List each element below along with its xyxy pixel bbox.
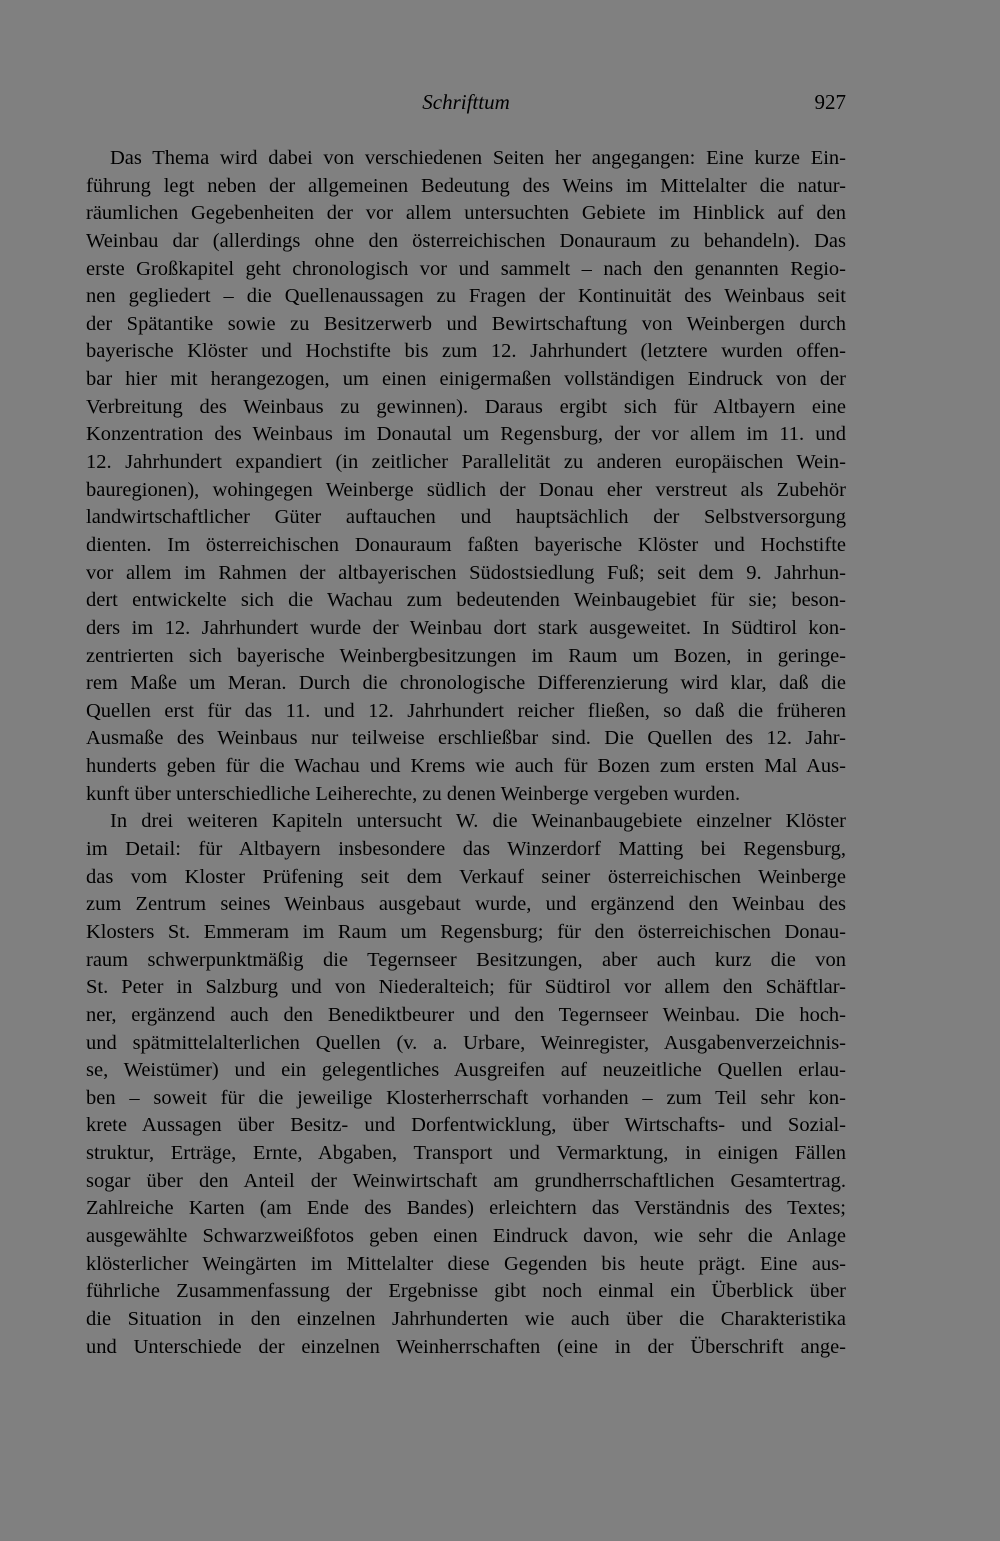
text-line: struktur, Erträge, Ernte, Abgaben, Transport und Vermarktung, in einigen Fällen — [86, 1142, 846, 1165]
text-line: kunft über unterschiedliche Leiherechte, zu denen Weinberge vergeben wurden. — [86, 782, 741, 805]
text-line: rem Maße um Meran. Durch die chronologische Differenzierung wird klar, daß die — [86, 672, 846, 695]
text-line: Zahlreiche Karten (am Ende des Bandes) erleichtern das Verständnis des Textes; — [86, 1197, 846, 1220]
text-line: und spätmittelalterlichen Quellen (v. a. Urbare, Weinregister, Ausgabenverzeichnis- — [86, 1031, 846, 1054]
text-line: die Situation in den einzelnen Jahrhunderten wie auch über die Charakteristika — [86, 1307, 846, 1330]
text-line: dienten. Im österreichischen Donauraum faßten bayerische Klöster und Hochstifte — [86, 533, 846, 556]
text-line: im Detail: für Altbayern insbesondere das Winzerdorf Matting bei Regensburg, — [86, 838, 846, 861]
paragraph — [86, 145, 846, 808]
text-line: nen gegliedert – die Quellenaussagen zu Fragen der Kontinuität des Weinbaus seit — [86, 285, 846, 308]
running-title: Schrifttum — [422, 90, 510, 114]
text-line: Ausmaße des Weinbaus nur teilweise erschließbar sind. Die Quellen des 12. Jahr- — [86, 727, 846, 750]
text-line: St. Peter in Salzburg und von Niederalteich; für Südtirol vor allem den Schäftlar- — [86, 976, 846, 999]
text-line: Verbreitung des Weinbaus zu gewinnen). Daraus ergibt sich für Altbayern eine — [86, 395, 846, 418]
text-line: bar hier mit herangezogen, um einen einigermaßen vollständigen Eindruck von der — [86, 368, 846, 391]
text-line: bayerische Klöster und Hochstifte bis zum 12. Jahrhundert (letztere wurden offen- — [86, 340, 846, 363]
text-line: und Unterschiede der einzelnen Weinherrschaften (eine in der Überschrift ange- — [86, 1335, 846, 1358]
text-line: landwirtschaftlicher Güter auftauchen und hauptsächlich der Selbstversorgung — [86, 506, 846, 529]
text-line: In drei weiteren Kapiteln untersucht W. die Weinanbaugebiete einzelner Klöster — [110, 810, 846, 833]
page-number: 927 — [814, 90, 846, 114]
text-line: bauregionen), wohingegen Weinberge südlich der Donau eher verstreut als Zubehör — [86, 478, 846, 501]
text-line: zum Zentrum seines Weinbaus ausgebaut wurde, und ergänzend den Weinbau des — [86, 893, 846, 916]
text-line: vor allem im Rahmen der altbayerischen Südostsiedlung Fuß; seit dem 9. Jahrhun- — [86, 561, 846, 584]
text-line: sogar über den Anteil der Weinwirtschaft am grundherrschaftlichen Gesamtertrag. — [86, 1169, 846, 1192]
text-line: führung legt neben der allgemeinen Bedeutung des Weins im Mittelalter die natur- — [86, 174, 846, 197]
running-header — [86, 88, 846, 116]
text-line: Weinbau dar (allerdings ohne den österreichischen Donauraum zu behandeln). Das — [86, 229, 846, 252]
text-line: ner, ergänzend auch den Benediktbeurer und den Tegernseer Weinbau. Die hoch- — [86, 1003, 846, 1026]
text-line: der Spätantike sowie zu Besitzerwerb und Bewirtschaftung von Weinbergen durch — [86, 312, 846, 335]
text-line: klösterlicher Weingärten im Mittelalter diese Gegenden bis heute prägt. Eine aus- — [86, 1252, 846, 1275]
text-line: Konzentration des Weinbaus im Donautal um Regensburg, der vor allem im 11. und — [86, 423, 846, 446]
text-line: das vom Kloster Prüfening seit dem Verkauf seiner österreichischen Weinberge — [86, 865, 846, 888]
text-line: raum schwerpunktmäßig die Tegernseer Besitzungen, aber auch kurz die von — [86, 948, 846, 971]
text-line: ders im 12. Jahrhundert wurde der Weinbau dort stark ausgeweitet. In Südtirol kon- — [86, 616, 846, 639]
text-line: hunderts geben für die Wachau und Krems wie auch für Bozen zum ersten Mal Aus- — [86, 755, 846, 778]
text-line: ben – soweit für die jeweilige Klosterherrschaft vorhanden – zum Teil sehr kon- — [86, 1086, 846, 1109]
text-line: dert entwickelte sich die Wachau zum bedeutenden Weinbaugebiet für sie; beson- — [86, 589, 846, 612]
text-line: erste Großkapitel geht chronologisch vor und sammelt – nach den genannten Regio- — [86, 257, 846, 280]
text-line: se, Weistümer) und ein gelegentliches Ausgreifen auf neuzeitliche Quellen erlau- — [86, 1059, 846, 1082]
text-line: Klosters St. Emmeram im Raum um Regensburg; für den österreichischen Donau- — [86, 920, 846, 943]
text-line: Das Thema wird dabei von verschiedenen Seiten her angegangen: Eine kurze Ein- — [110, 147, 846, 169]
text-line: 12. Jahrhundert expandiert (in zeitlicher Parallelität zu anderen europäischen Wein- — [86, 451, 846, 474]
body-text — [86, 145, 846, 1361]
text-line: ausgewählte Schwarzweißfotos geben einen Eindruck davon, wie sehr die Anlage — [86, 1224, 846, 1247]
paragraph — [86, 808, 846, 1361]
text-line: zentrierten sich bayerische Weinbergbesitzungen im Raum um Bozen, in geringe- — [86, 644, 846, 667]
text-line: Quellen erst für das 11. und 12. Jahrhundert reicher fließen, so daß die früheren — [86, 699, 846, 722]
text-line: führliche Zusammenfassung der Ergebnisse gibt noch einmal ein Überblick über — [86, 1280, 846, 1303]
text-line: räumlichen Gegebenheiten der vor allem untersuchten Gebiete im Hinblick auf den — [86, 202, 846, 225]
text-line: krete Aussagen über Besitz- und Dorfentwicklung, über Wirtschafts- und Sozial- — [86, 1114, 846, 1137]
